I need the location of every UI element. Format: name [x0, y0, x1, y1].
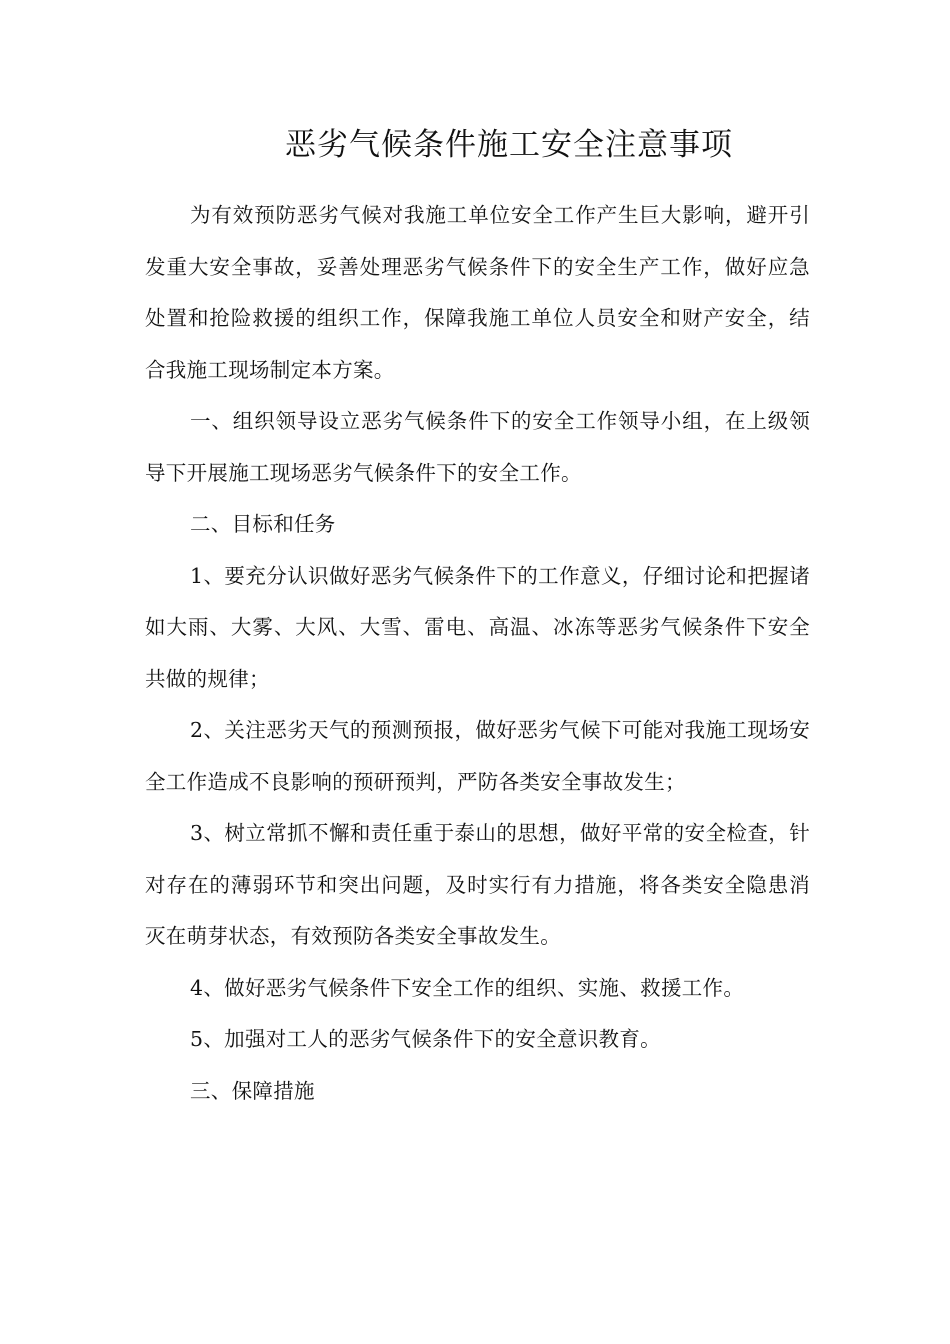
paragraph-item-1: 1、要充分认识做好恶劣气候条件下的工作意义，仔细讨论和把握诸如大雨、大雾、大风、大雪、雷电、高温、冰冻等恶劣气候条件下安全共做的规律；	[145, 563, 810, 691]
heading-section-3: 三、保障措施	[190, 1078, 315, 1103]
paragraph-item-2: 2、关注恶劣天气的预测预报，做好恶劣气候下可能对我施工现场安全工作造成不良影响的预研预判，严防各类安全事故发生；	[145, 718, 810, 794]
paragraph-intro: 为有效预防恶劣气候对我施工单位安全工作产生巨大影响，避开引发重大安全事故，妥善处理恶劣气候条件下的安全生产工作，做好应急处置和抢险救援的组织工作，保障我施工单位人员安全和财产安全，结合我施工现场制定本方案。	[145, 203, 810, 382]
paragraph-section-1: 一、组织领导设立恶劣气候条件下的安全工作领导小组，在上级领导下开展施工现场恶劣气候条件下的安全工作。	[145, 409, 810, 485]
document-title: 恶劣气候条件施工安全注意事项	[285, 127, 733, 163]
heading-section-2: 二、目标和任务	[190, 512, 336, 536]
paragraph-item-5: 5、加强对工人的恶劣气候条件下的安全意识教育。	[190, 1027, 661, 1051]
document-body	[145, 190, 810, 1117]
paragraph-item-3: 3、树立常抓不懈和责任重于泰山的思想，做好平常的安全检查，针对存在的薄弱环节和突出问题，及时实行有力措施，将各类安全隐患消灭在萌芽状态，有效预防各类安全事故发生。	[145, 821, 810, 948]
paragraph-item-4: 4、做好恶劣气候条件下安全工作的组织、实施、救援工作。	[190, 975, 745, 1000]
